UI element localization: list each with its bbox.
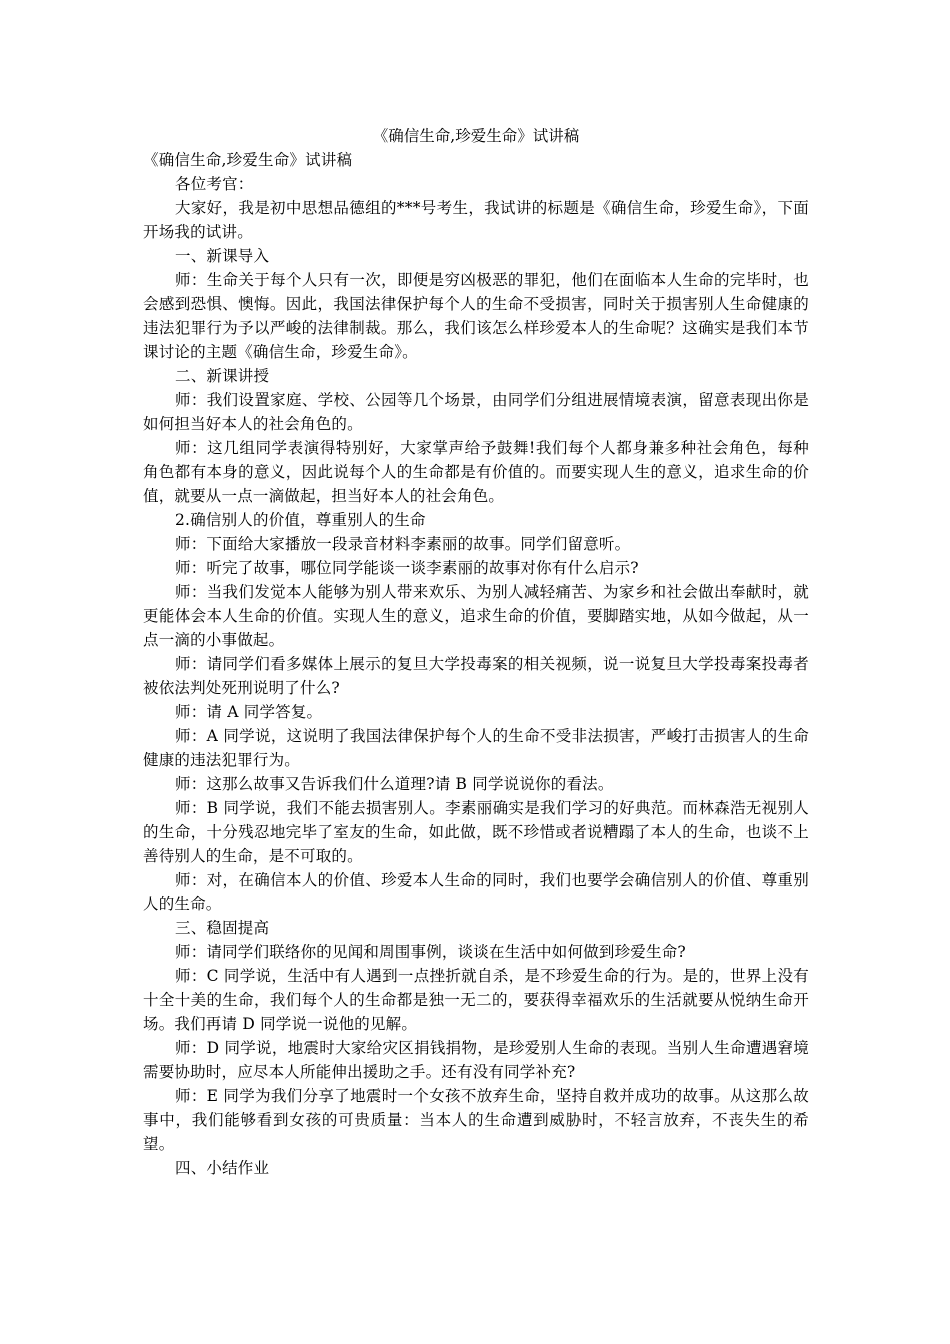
section-heading-3: 三、稳固提高 (175, 919, 270, 937)
paragraph: 师：请同学们看多媒体上展示的复旦大学投毒案的相关视频，说一说复旦大学投毒案投毒者被依法判处死刑说明了什么? (143, 655, 809, 697)
section-heading-2: 二、新课讲授 (175, 367, 270, 385)
paragraph: 师：请同学们联络你的见闻和周围事例，谈谈在生活中如何做到珍爱生命? (175, 943, 686, 961)
section-heading-4: 四、小结作业 (175, 1159, 270, 1177)
greeting: 各位考官： (175, 175, 254, 193)
document-subtitle: 《确信生命,珍爱生命》试讲稿 (143, 151, 353, 169)
paragraph: 师：A 同学说，这说明了我国法律保护每个人的生命不受非法损害，严峻打击损害人的生命健康的违法犯罪行为。 (143, 727, 809, 769)
paragraph: 师：C 同学说，生活中有人遇到一点挫折就自杀，是不珍爱生命的行为。是的，世界上没有十全十美的生命，我们每个人的生命都是独一无二的，要获得幸福欢乐的生活就要从悦纳生命开场。我们再请 D 同学说一说他的见解。 (143, 967, 809, 1033)
intro-paragraph: 大家好，我是初中思想品德组的***号考生，我试讲的标题是《确信生命，珍爱生命》，下面开场我的试讲。 (143, 199, 809, 241)
paragraph: 师：D 同学说，地震时大家给灾区捐钱捐物，是珍爱别人生命的表现。当别人生命遭遇窘境需要协助时，应尽本人所能伸出援助之手。还有没有同学补充? (143, 1039, 809, 1081)
document-title: 《确信生命,珍爱生命》试讲稿 (372, 127, 580, 145)
paragraph: 师：听完了故事，哪位同学能谈一谈李素丽的故事对你有什么启示? (175, 559, 639, 577)
paragraph: 师：E 同学为我们分享了地震时一个女孩不放弃生命，坚持自救并成功的故事。从这那么故事中，我们能够看到女孩的可贵质量：当本人的生命遭到威胁时，不轻言放弃，不丧失生的希望。 (143, 1087, 809, 1153)
document-page (143, 124, 809, 1180)
paragraph: 师：我们设置家庭、学校、公园等几个场景，由同学们分组进展情境表演，留意表现出你是如何担当好本人的社会角色的。 (143, 391, 809, 433)
paragraph: 师：请 A 同学答复。 (175, 703, 323, 721)
paragraph: 师：这那么故事又告诉我们什么道理?请 B 同学说说你的看法。 (175, 775, 614, 793)
paragraph: 师：B 同学说，我们不能去损害别人。李素丽确实是我们学习的好典范。而林森浩无视别人的生命，十分残忍地完毕了室友的生命，如此做，既不珍惜或者说糟蹋了本人的生命，也谈不上善待别人的生命，是不可取的。 (143, 799, 809, 865)
paragraph: 师：这几组同学表演得特别好，大家掌声给予鼓舞!我们每个人都身兼多种社会角色，每种角色都有本身的意义，因此说每个人的生命都是有价值的。而要实现人生的意义，追求生命的价值，就要从一点一滴做起，担当好本人的社会角色。 (143, 439, 809, 505)
paragraph: 师：当我们发觉本人能够为别人带来欢乐、为别人减轻痛苦、为家乡和社会做出奉献时，就更能体会本人生命的价值。实现人生的意义，追求生命的价值，要脚踏实地，从如今做起，从一点一滴的小事做起。 (143, 583, 809, 649)
paragraph: 师：生命关于每个人只有一次，即便是穷凶极恶的罪犯，他们在面临本人生命的完毕时，也会感到恐惧、懊悔。因此，我国法律保护每个人的生命不受损害，同时关于损害别人生命健康的违法犯罪行为予以严峻的法律制裁。那么，我们该怎么样珍爱本人的生命呢？这确实是我们本节课讨论的主题《确信生命，珍爱生命》。 (143, 271, 809, 361)
section-heading-1: 一、新课导入 (175, 247, 270, 265)
paragraph: 师：下面给大家播放一段录音材料李素丽的故事。同学们留意听。 (175, 535, 631, 553)
subsection-heading: 2.确信别人的价值，尊重别人的生命 (175, 511, 426, 529)
paragraph: 师：对，在确信本人的价值、珍爱本人生命的同时，我们也要学会确信别人的价值、尊重别人的生命。 (143, 871, 809, 913)
